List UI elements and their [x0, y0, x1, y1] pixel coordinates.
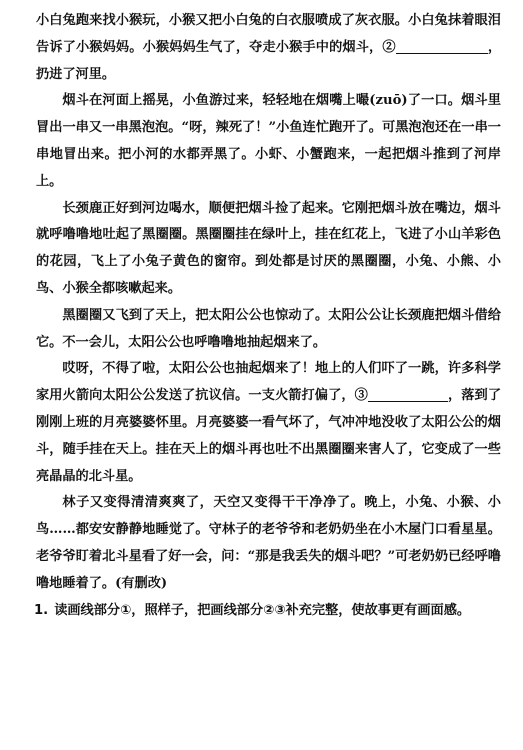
paragraph-1-text-b: ，扔进了河里。 [36, 39, 502, 82]
story-paragraph-3: 长颈鹿正好到河边喝水，顺便把烟斗捡了起来。它刚把烟斗放在嘴边，烟斗就呼噜噜地吐起了黑圈圈。黑圈圈挂在绿叶上，挂在红花上，飞进了小山羊彩色的花园，飞上了小兔子黄色的窗帘。到处都是讨厌的黑圈圈，小兔、小熊、小鸟、小猴全都咳嗽起来。 [36, 200, 501, 296]
paragraph-5-text-b: ，落到了刚刚上班的月亮婆婆怀里。月亮婆婆一看气坏了，气冲冲地没收了太阳公公的烟斗，随手挂在天上。挂在天上的烟斗再也吐不出黑圈圈来害人了，它变成了一些亮晶晶的北斗星。 [36, 388, 502, 484]
fill-blank-3[interactable] [368, 385, 448, 402]
story-paragraph-5 [36, 356, 501, 490]
paragraph-1-text-a: 小白兔跑来找小猴玩，小猴又把小白兔的白衣服喷成了灰衣服。小白兔抹着眼泪告诉了小猴妈妈。小猴妈妈生气了，夺走小猴手中的烟斗，② [36, 13, 501, 55]
story-paragraph-1 [36, 8, 501, 88]
story-paragraph-2: 烟斗在河面上摇晃，小鱼游过来，轻轻地在烟嘴上嘬(zuō)了一口。烟斗里冒出一串又一串黑泡泡。“呀，辣死了！”小鱼连忙跑开了。可黑泡泡还在一串一串地冒出来。把小河的水都弄黑了。小虾、小蟹跑来，一起把烟斗推到了河岸上。 [36, 93, 501, 189]
question-number: 1. [34, 602, 49, 618]
question-1 [34, 598, 501, 625]
story-paragraph-4: 黑圈圈又飞到了天上，把太阳公公也惊动了。太阳公公让长颈鹿把烟斗借给它。不一会儿，太阳公公也呼噜噜地抽起烟来了。 [36, 307, 501, 350]
story-paragraph-6: 林子又变得清清爽爽了，天空又变得干干净净了。晚上，小兔、小猴、小鸟……都安安静静地睡觉了。守林子的老爷爷和老奶奶坐在小木屋门口看星星。老爷爷盯着北斗星看了好一会，问：“那是我丢失的烟斗吧？”可老奶奶已经呼噜噜地睡着了。(有删改) [36, 495, 501, 591]
question-text: 读画线部分①，照样子，把画线部分②③补充完整，使故事更有画面感。 [54, 602, 471, 618]
fill-blank-2[interactable] [396, 37, 488, 54]
paragraph-5-text-a: 哎呀，不得了啦，太阳公公也抽起烟来了！地上的人们吓了一跳，许多科学家用火箭向太阳公公发送了抗议信。一支火箭打偏了，③ [36, 361, 501, 404]
